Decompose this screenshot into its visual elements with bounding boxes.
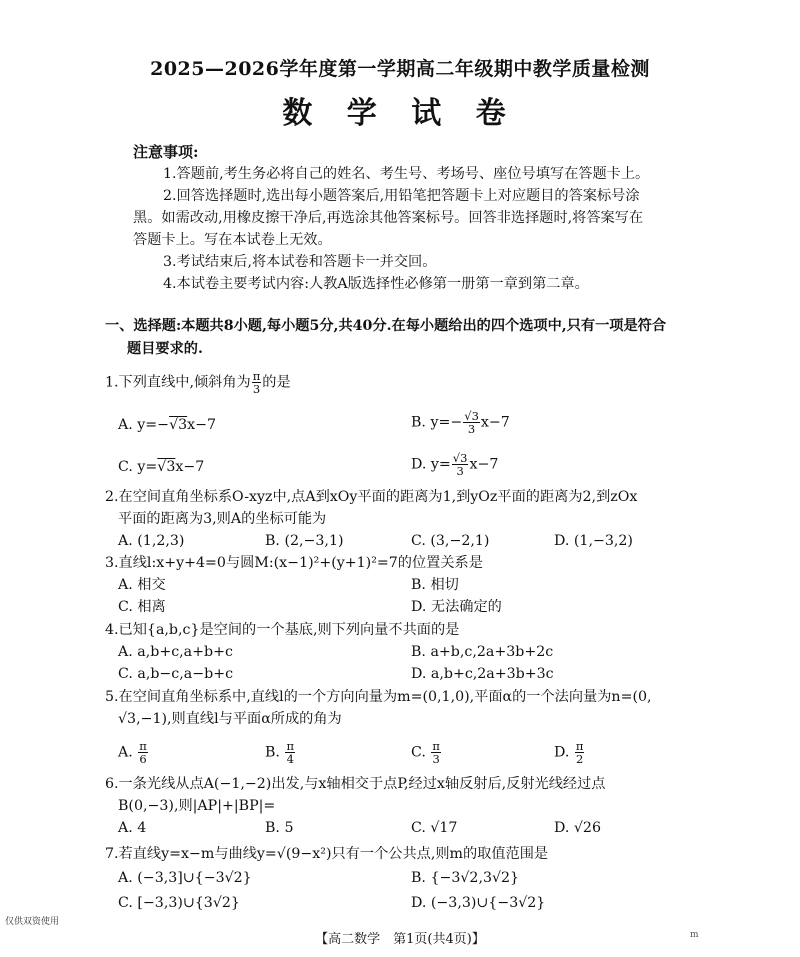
q4-option-a: A. a,b+c,a+b+c	[118, 644, 233, 660]
notice-line-2: 2.回答选择题时,选出每小题答案后,用铅笔把答题卡上对应题目的答案标号涂	[163, 188, 640, 204]
q6-stem-line-1: 6.一条光线从点A(−1,−2)出发,与x轴相交于点P,经过x轴反射后,反射光线经过点	[105, 776, 606, 792]
notice-line-1: 1.答题前,考生务必将自己的姓名、考生号、考场号、座位号填写在答题卡上。	[163, 166, 650, 182]
side-note: 仅供双资使用	[5, 917, 60, 927]
q2-stem-line-1: 2.在空间直角坐标系O-xyz中,点A到xOy平面的距离为1,到yOz平面的距离为2,到zOx	[105, 489, 638, 505]
q4-option-c: C. a,b−c,a−b+c	[118, 666, 234, 682]
q6-option-b: B. 5	[265, 820, 294, 836]
q2-option-d: D. (1,−3,2)	[554, 533, 633, 549]
q1-fraction: $\frac{\pi}{3}$	[252, 369, 261, 396]
notice-line-6: 4.本试卷主要考试内容:人教A版选择性必修第一册第一章到第二章。	[163, 276, 589, 292]
notice-line-4: 答题卡上。写在本试卷上无效。	[133, 232, 332, 248]
q7-option-d: D. (−3,3)∪{−3√2}	[411, 895, 546, 911]
q7-stem: 7.若直线y=x−m与曲线y=√(9−x²)只有一个公共点,则m的取值范围是	[105, 846, 549, 862]
q2-option-b: B. (2,−3,1)	[265, 533, 344, 549]
q1-stem: 1.下列直线中,倾斜角为 $\frac{\pi}{3}$ 的是	[105, 369, 291, 396]
q6-option-a: A. 4	[118, 820, 147, 836]
notice-line-5: 3.考试结束后,将本试卷和答题卡一并交回。	[163, 254, 437, 270]
q6-option-c: C. √17	[411, 820, 458, 836]
section-heading-line-1: 一、选择题:本题共8小题,每小题5分,共40分.在每小题给出的四个选项中,只有一项是符合	[105, 318, 667, 334]
q7-option-a: A. (−3,3]∪{−3√2}	[118, 870, 252, 886]
q5-option-c: C. $\frac{\pi}{3}$	[411, 739, 440, 766]
q4-stem: 4.已知{a,b,c}是空间的一个基底,则下列向量不共面的是	[105, 622, 460, 638]
q2-option-a: A. (1,2,3)	[118, 533, 185, 549]
q3-option-d: D. 无法确定的	[411, 599, 502, 615]
q5-option-b: B. $\frac{\pi}{4}$	[265, 739, 295, 766]
q3-stem: 3.直线l:x+y+4=0与圆M:(x−1)²+(y+1)²=7的位置关系是	[105, 555, 483, 571]
exam-subtitle: 数 学 试 卷	[282, 96, 518, 131]
q5-option-a: A. $\frac{\pi}{6}$	[118, 739, 147, 766]
q1-option-b: B. y=− $\frac{√3}{3}$ x−7	[411, 409, 510, 436]
q7-option-c: C. [−3,3)∪{3√2}	[118, 895, 240, 911]
q3-option-c: C. 相离	[118, 599, 166, 615]
q5-option-d: D. $\frac{\pi}{2}$	[554, 739, 584, 766]
q3-option-a: A. 相交	[118, 577, 166, 593]
exam-title: 2025—2026学年度第一学期高二年级期中教学质量检测	[150, 58, 650, 80]
q1-option-d: D. y= $\frac{√3}{3}$ x−7	[411, 451, 499, 478]
q3-option-b: B. 相切	[411, 577, 459, 593]
notice-line-3: 黑。如需改动,用橡皮擦干净后,再选涂其他答案标号。回答非选择题时,将答案写在	[133, 210, 644, 226]
q2-stem-line-2: 平面的距离为3,则A的坐标可能为	[118, 511, 327, 527]
page-footer: 【高二数学 第1页(共4页)】	[315, 932, 485, 947]
q7-option-b: B. {−3√2,3√2}	[411, 870, 520, 886]
corner-mark: m	[690, 930, 699, 940]
q6-stem-line-2: B(0,−3),则|AP|+|BP|=	[118, 798, 276, 814]
section-heading-line-2: 题目要求的.	[127, 341, 203, 357]
q2-option-c: C. (3,−2,1)	[411, 533, 490, 549]
q6-option-d: D. √26	[554, 820, 601, 836]
notice-heading: 注意事项:	[133, 143, 199, 161]
q4-option-d: D. a,b+c,2a+3b+3c	[411, 666, 554, 682]
q5-stem-line-1: 5.在空间直角坐标系中,直线l的一个方向向量为m=(0,1,0),平面α的一个法向量为n=(0,	[105, 689, 652, 705]
q5-stem-line-2: √3,−1),则直线l与平面α所成的角为	[118, 711, 342, 727]
q1-option-a: A. y=−√3x−7	[118, 417, 217, 433]
q4-option-b: B. a+b,c,2a+3b+2c	[411, 644, 554, 660]
q1-option-c: C. y=√3x−7	[118, 459, 205, 475]
